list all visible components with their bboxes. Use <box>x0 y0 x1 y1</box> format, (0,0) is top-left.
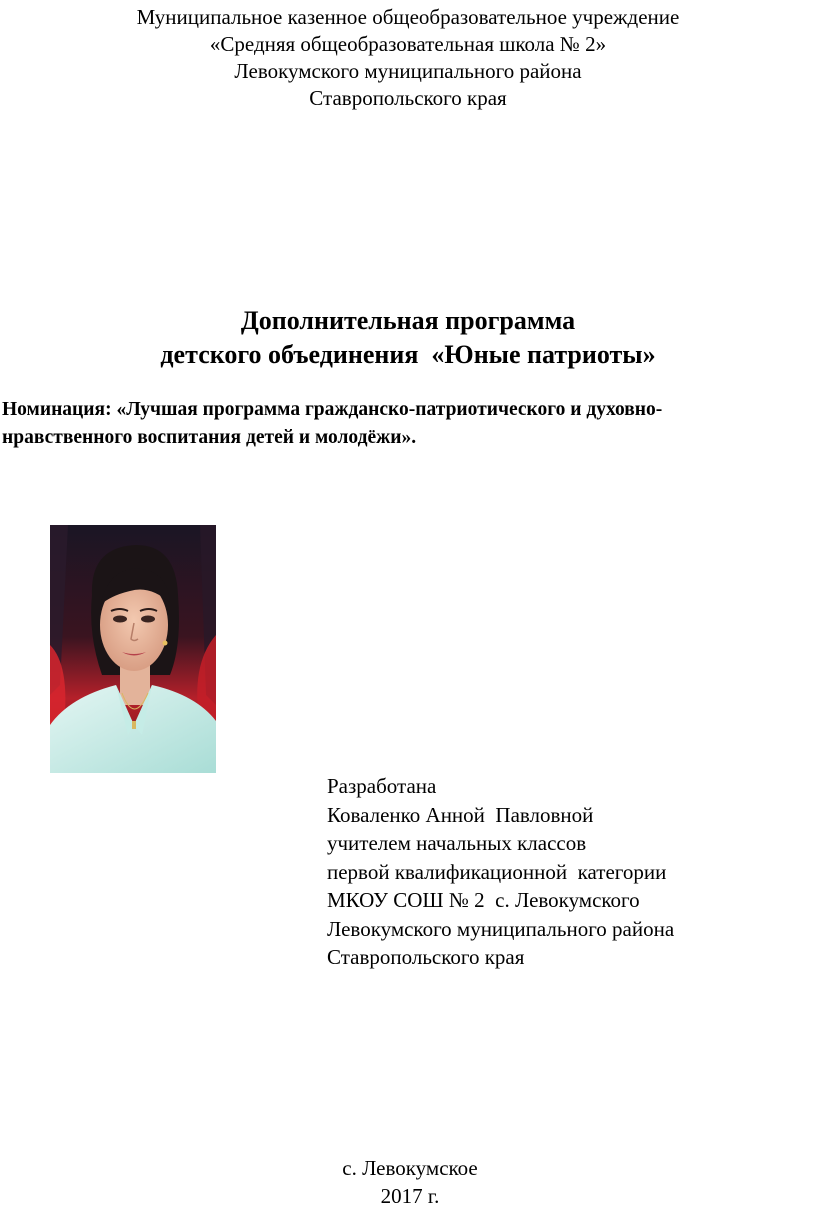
header-line-institution: Муниципальное казенное общеобразовательное учреждение <box>136 5 680 29</box>
author-line-developed: Разработана <box>327 774 437 798</box>
author-line-school: МКОУ СОШ № 2 с. Левокумского <box>327 888 640 912</box>
nomination <box>2 396 814 452</box>
author-info <box>327 772 674 972</box>
author-line-category: первой квалификационной категории <box>327 859 667 884</box>
title-line-2: детского объединения «Юные патриоты» <box>160 340 656 369</box>
school-header <box>0 4 816 112</box>
header-line-district: Левокумского муниципального района <box>234 59 582 83</box>
nomination-line-2: нравственного воспитания детей и молодёжи». <box>2 427 417 448</box>
author-line-position: учителем начальных классов <box>327 831 587 855</box>
nomination-line-1: Номинация: «Лучшая программа гражданско-патриотического и духовно- <box>2 399 663 420</box>
footer <box>210 1154 610 1210</box>
program-title <box>0 304 816 372</box>
header-line-region: Ставропольского края <box>309 86 507 110</box>
header-line-school-name: «Средняя общеобразовательная школа № 2» <box>209 32 607 56</box>
author-line-district: Левокумского муниципального района <box>327 916 675 941</box>
footer-place: с. Левокумское <box>342 1156 478 1180</box>
author-line-name: Коваленко Анной Павловной <box>327 802 594 827</box>
title-line-1: Дополнительная программа <box>240 306 576 335</box>
author-photo <box>50 525 216 773</box>
author-line-region: Ставропольского края <box>327 945 525 969</box>
footer-year: 2017 г. <box>380 1184 440 1208</box>
